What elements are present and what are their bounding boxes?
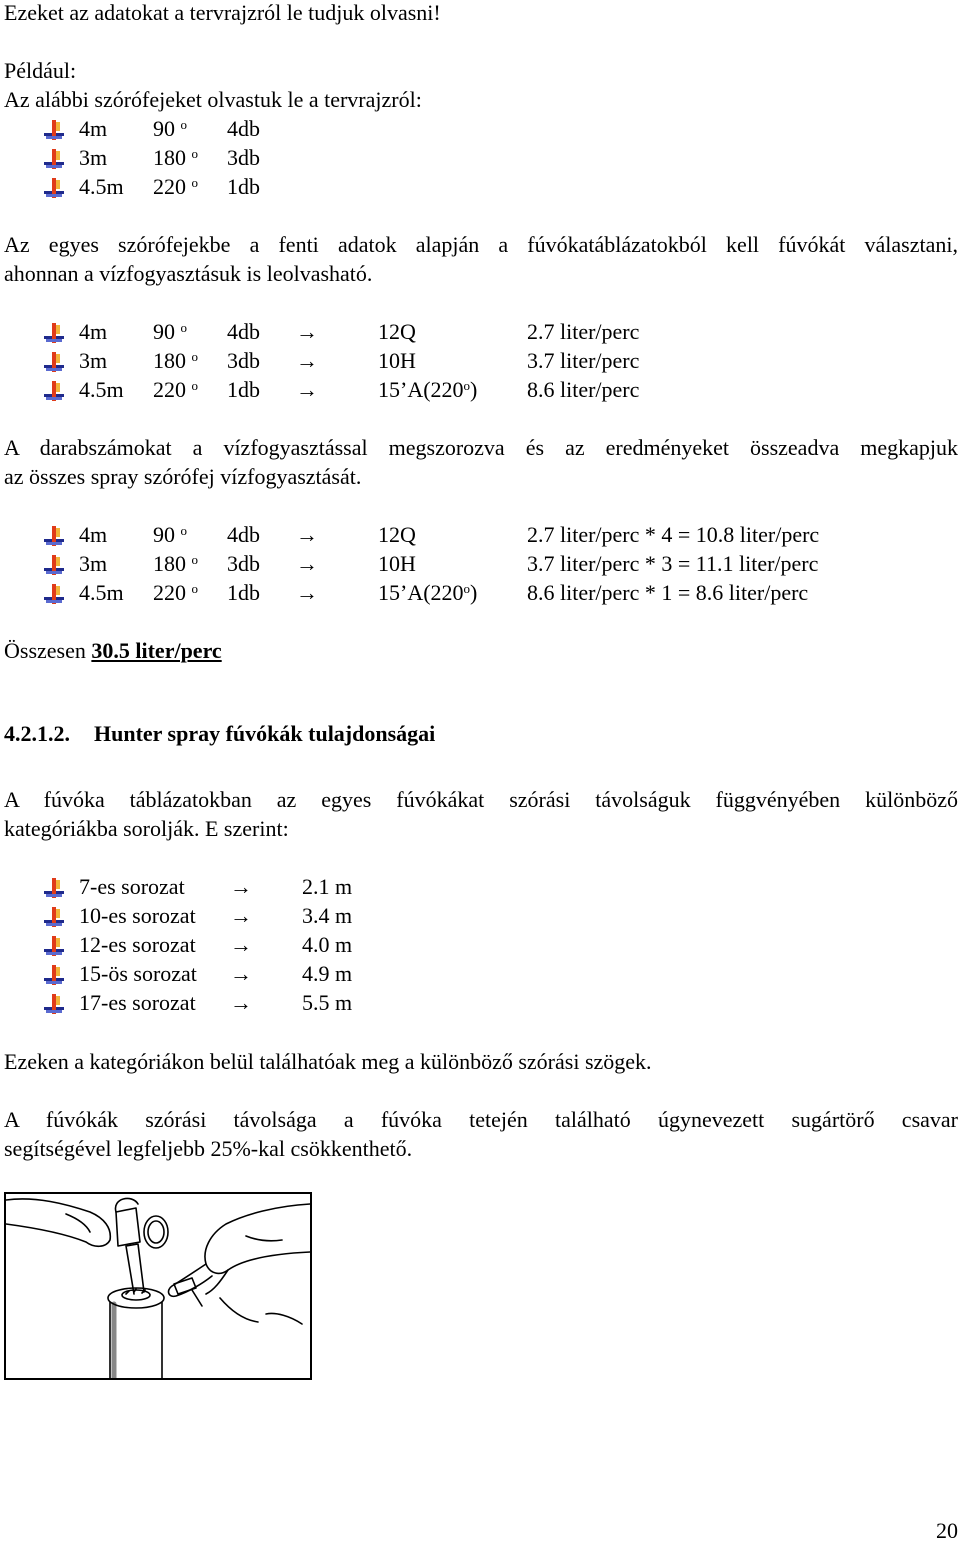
quantity: 1db	[227, 174, 260, 199]
angle: 180 $^o$	[153, 348, 198, 373]
list-item	[0, 932, 960, 958]
section-title: Hunter spray fúvókák tulajdonságai	[94, 721, 436, 746]
example-intro: Az alábbi szórófejeket olvastuk le a tervrajzról:	[4, 87, 422, 112]
nozzle: 12Q	[378, 522, 416, 547]
paragraph-line: kategóriákba sorolják. E szerint:	[4, 816, 289, 841]
total-line	[4, 638, 222, 664]
angle: 220 $^o$	[153, 580, 198, 605]
paragraph-line: Ezeken a kategóriákon belül találhatóak meg a különböző szórási szögek.	[4, 1049, 652, 1074]
bullet-icon	[44, 323, 64, 343]
flow: 8.6 liter/perc	[527, 377, 640, 402]
distance: 3m	[79, 551, 108, 576]
bullet-icon	[44, 584, 64, 604]
list-item	[0, 990, 960, 1016]
paragraph-line: A fúvóka táblázatokban az egyes fúvókákat szórási távolságuk függvényében különböző	[4, 787, 958, 812]
quantity: 3db	[227, 145, 260, 170]
quantity: 4db	[227, 319, 260, 344]
distance: 3m	[79, 348, 108, 373]
arrow-icon: →	[296, 580, 318, 605]
calculation: 3.7 liter/perc * 3 = 11.1 liter/perc	[527, 551, 819, 576]
nozzle-adjustment-illustration	[4, 1192, 312, 1380]
example-label: Például:	[4, 58, 77, 83]
list-item	[0, 961, 960, 987]
arrow-icon: →	[296, 551, 318, 576]
list-item	[0, 174, 960, 200]
arrow-icon: →	[230, 874, 252, 899]
total-value: 30.5 liter/perc	[91, 638, 222, 663]
bullet-icon	[44, 120, 64, 140]
angle: 180 $^o$	[153, 145, 198, 170]
list-item	[0, 319, 960, 345]
series-range: 4.0 m	[302, 932, 353, 957]
list-item	[0, 551, 960, 577]
angle: 90 $^o$	[153, 522, 187, 547]
arrow-icon: →	[230, 903, 252, 928]
arrow-icon: →	[296, 319, 318, 344]
bullet-icon	[44, 178, 64, 198]
distance: 4.5m	[79, 377, 124, 402]
series-name: 10-es sorozat	[79, 903, 196, 928]
series-name: 12-es sorozat	[79, 932, 196, 957]
bullet-icon	[44, 526, 64, 546]
angle: 220 $^o$	[153, 377, 198, 402]
bullet-icon	[44, 878, 64, 898]
total-label: Összesen	[4, 638, 86, 663]
arrow-icon: →	[230, 932, 252, 957]
intro-text: Ezeket az adatokat a tervrajzról le tudjuk olvasni!	[4, 0, 441, 25]
series-range: 5.5 m	[302, 990, 353, 1015]
nozzle: 10H	[378, 551, 416, 576]
series-range: 2.1 m	[302, 874, 353, 899]
distance: 4.5m	[79, 580, 124, 605]
section-heading	[4, 721, 435, 747]
angle: 220 $^o$	[153, 174, 198, 199]
quantity: 3db	[227, 551, 260, 576]
paragraph-line: az összes spray szórófej vízfogyasztását.	[4, 464, 362, 489]
section-number: 4.2.1.2.	[4, 721, 70, 746]
quantity: 1db	[227, 580, 260, 605]
flow: 2.7 liter/perc	[527, 319, 640, 344]
series-name: 7-es sorozat	[79, 874, 185, 899]
list-item	[0, 116, 960, 142]
distance: 4.5m	[79, 174, 124, 199]
calculation: 2.7 liter/perc * 4 = 10.8 liter/perc	[527, 522, 820, 547]
quantity: 3db	[227, 348, 260, 373]
series-range: 4.9 m	[302, 961, 353, 986]
nozzle: 15’A(220$^o$)	[378, 580, 478, 605]
hand-nozzle-drawing	[6, 1194, 310, 1378]
list-item	[0, 522, 960, 548]
quantity: 4db	[227, 522, 260, 547]
bullet-icon	[44, 381, 64, 401]
paragraph-line: ahonnan a vízfogyasztásuk is leolvasható.	[4, 261, 373, 286]
bullet-icon	[44, 555, 64, 575]
distance: 4m	[79, 319, 108, 344]
arrow-icon: →	[230, 990, 252, 1015]
nozzle: 10H	[378, 348, 416, 373]
distance: 3m	[79, 145, 108, 170]
list-item	[0, 580, 960, 606]
distance: 4m	[79, 116, 108, 141]
series-range: 3.4 m	[302, 903, 353, 928]
list-item	[0, 874, 960, 900]
list-item	[0, 377, 960, 403]
angle: 180 $^o$	[153, 551, 198, 576]
series-name: 15-ös sorozat	[79, 961, 197, 986]
paragraph-line: A fúvókák szórási távolsága a fúvóka tetején található úgynevezett sugártörő csavar	[4, 1107, 958, 1132]
arrow-icon: →	[296, 348, 318, 373]
quantity: 4db	[227, 116, 260, 141]
bullet-icon	[44, 149, 64, 169]
angle: 90 $^o$	[153, 116, 187, 141]
angle: 90 $^o$	[153, 319, 187, 344]
paragraph-line: Az egyes szórófejekbe a fenti adatok alapján a fúvókatáblázatokból kell fúvókát választani,	[4, 232, 958, 257]
page-number: 20	[936, 1518, 958, 1543]
arrow-icon: →	[296, 377, 318, 402]
list-item	[0, 145, 960, 171]
flow: 3.7 liter/perc	[527, 348, 640, 373]
bullet-icon	[44, 936, 64, 956]
nozzle: 12Q	[378, 319, 416, 344]
list-item	[0, 348, 960, 374]
quantity: 1db	[227, 377, 260, 402]
arrow-icon: →	[230, 961, 252, 986]
bullet-icon	[44, 965, 64, 985]
paragraph-line: A darabszámokat a vízfogyasztással megszorozva és az eredményeket összeadva megkapjuk	[4, 435, 958, 460]
calculation: 8.6 liter/perc * 1 = 8.6 liter/perc	[527, 580, 809, 605]
paragraph-line: segítségével legfeljebb 25%-kal csökkenthető.	[4, 1136, 413, 1161]
arrow-icon: →	[296, 522, 318, 547]
bullet-icon	[44, 352, 64, 372]
distance: 4m	[79, 522, 108, 547]
nozzle: 15’A(220$^o$)	[378, 377, 478, 402]
series-name: 17-es sorozat	[79, 990, 196, 1015]
bullet-icon	[44, 907, 64, 927]
list-item	[0, 903, 960, 929]
bullet-icon	[44, 994, 64, 1014]
